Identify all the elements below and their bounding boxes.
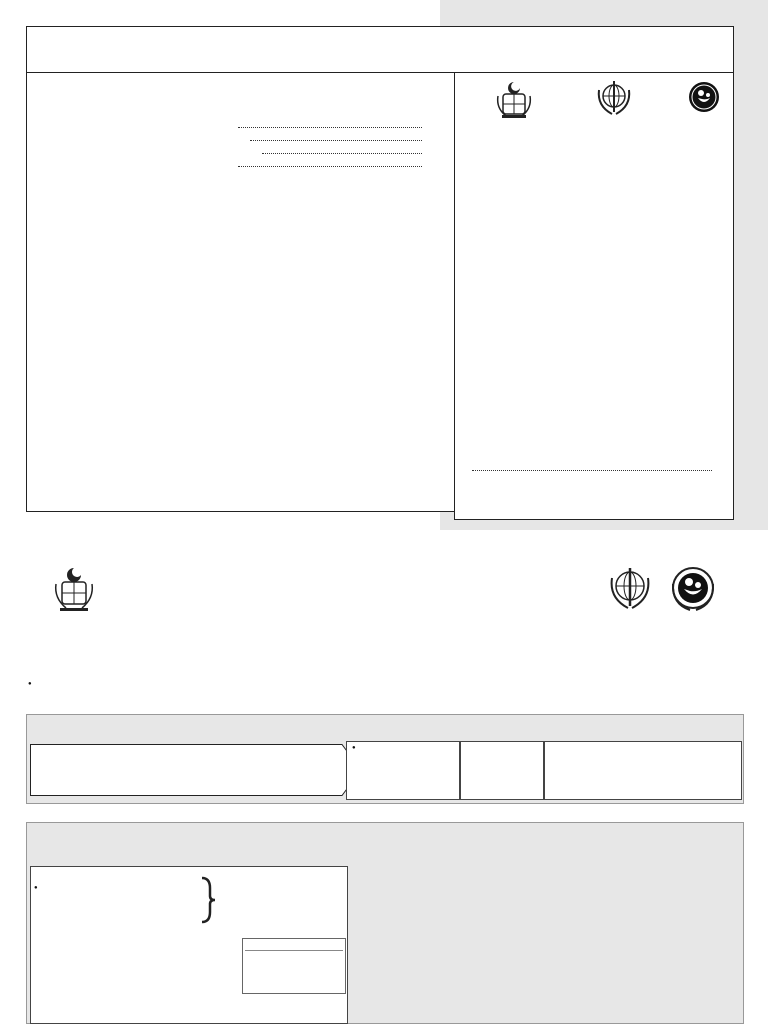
cough-classification-rows	[346, 865, 744, 1024]
toc-column-2	[236, 118, 424, 170]
danger-class-cell	[460, 741, 544, 800]
fast-breathing-table	[242, 938, 346, 994]
infant-panel	[454, 72, 734, 520]
how-long-item: ●	[34, 885, 38, 891]
who-emblem-icon	[594, 78, 634, 118]
brace-icon	[200, 876, 216, 924]
unicef-emblem-icon	[684, 78, 724, 118]
danger-treat-cell	[544, 741, 742, 800]
determine-visit	[28, 678, 34, 690]
determine-line: ●	[28, 681, 32, 687]
pakistan-emblem-icon	[52, 566, 96, 612]
return-line-2	[236, 153, 424, 157]
who-emblem-icon	[606, 564, 654, 612]
danger-ask-look-arrow	[30, 744, 362, 796]
unicef-emblem-icon	[668, 564, 718, 614]
fluid-entry	[236, 140, 424, 144]
danger-sign-text: ●	[352, 745, 356, 751]
counsel-own-heading-2	[236, 166, 424, 170]
immunize-entry	[236, 127, 424, 131]
weight-chart-entry	[470, 470, 714, 474]
pakistan-emblem-icon	[494, 78, 534, 118]
toc-column-1	[30, 138, 218, 144]
fast-divider	[245, 950, 343, 951]
